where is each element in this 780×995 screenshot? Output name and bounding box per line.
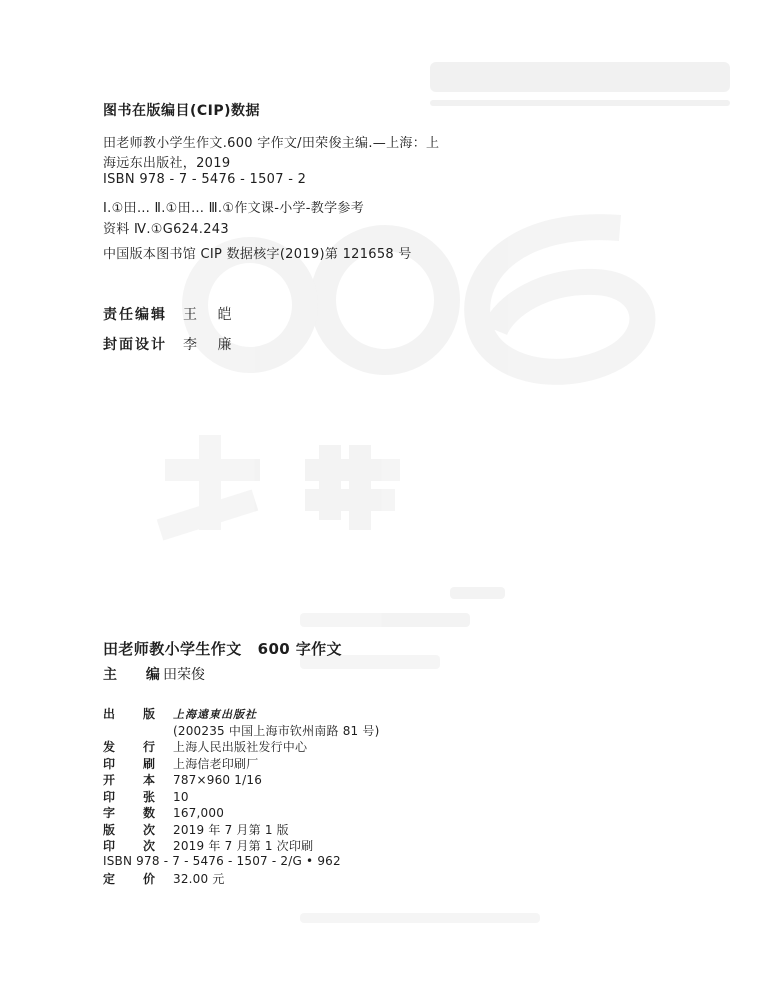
pub-label: 印 张 (103, 789, 155, 804)
pub-label: 印 次 (103, 839, 155, 853)
pub-row-isbn (103, 854, 380, 871)
cip-line-isbn: ISBN 978 - 7 - 5476 - 1507 - 2 (103, 172, 307, 187)
pub-row-printing (103, 837, 380, 854)
publisher-logotype: 上海遠東出版社 (173, 708, 257, 721)
pub-row-sheets (103, 788, 380, 805)
credit-responsible-editor (103, 304, 239, 324)
chief-editor-label: 主 编 (103, 667, 172, 683)
pub-label: 发 行 (103, 740, 155, 754)
pub-row-printer (103, 755, 380, 772)
pub-row-publisher (103, 705, 380, 722)
pub-label: 字 数 (103, 806, 155, 820)
pub-label: 印 刷 (103, 756, 155, 771)
book-title-sub: 600 字作文 (257, 640, 342, 658)
distributor: 上海人民出版社发行中心 (173, 740, 308, 754)
pub-row-address (103, 722, 380, 739)
pub-row-words (103, 804, 380, 821)
book-title (103, 638, 342, 659)
chief-editor (103, 664, 205, 684)
pub-label: 定 价 (103, 872, 155, 886)
printer: 上海信老印刷厂 (173, 756, 259, 771)
printing: 2019 年 7 月第 1 次印刷 (173, 839, 314, 853)
credit-value: 李 廉 (183, 337, 240, 353)
pub-row-format (103, 771, 380, 788)
word-count: 167,000 (173, 806, 225, 820)
cip-line-title: 田老师教小学生作文.600 字作文/田荣俊主编.—上海：上 (103, 136, 440, 151)
chief-editor-name: 田荣俊 (163, 667, 205, 683)
credit-label: 责任编辑 (103, 307, 167, 323)
edition: 2019 年 7 月第 1 版 (173, 822, 289, 837)
credit-cover-design (103, 334, 239, 354)
book-title-main: 田老师教小学生作文 (103, 640, 242, 658)
format: 787×960 1/16 (173, 773, 263, 787)
cip-line-publisher: 海远东出版社，2019 (103, 156, 231, 171)
pub-row-distributor (103, 738, 380, 755)
cip-line-classification: 资料 Ⅳ.①G624.243 (103, 222, 229, 237)
printed-sheets: 10 (173, 789, 189, 804)
pub-label: 开 本 (103, 773, 155, 787)
credit-label: 封面设计 (103, 337, 167, 353)
pub-row-price (103, 870, 380, 887)
isbn-full: ISBN 978 - 7 - 5476 - 1507 - 2/G • 962 (103, 853, 341, 868)
credit-value: 王 皑 (183, 307, 240, 323)
price: 32.00 元 (173, 872, 225, 886)
pub-label: 版 次 (103, 822, 155, 837)
publication-details (103, 705, 380, 887)
pub-label: 出 版 (103, 707, 155, 721)
cip-line-registration: 中国版本图书馆 CIP 数据核字(2019)第 121658 号 (103, 247, 412, 262)
publisher-address: (200235 中国上海市钦州南路 81 号) (173, 723, 380, 738)
pub-row-edition (103, 821, 380, 838)
cip-heading: 图书在版编目(CIP)数据 (103, 103, 261, 119)
cip-line-subjects: Ⅰ.①田… Ⅱ.①田… Ⅲ.①作文课-小学-教学参考 (103, 201, 365, 216)
